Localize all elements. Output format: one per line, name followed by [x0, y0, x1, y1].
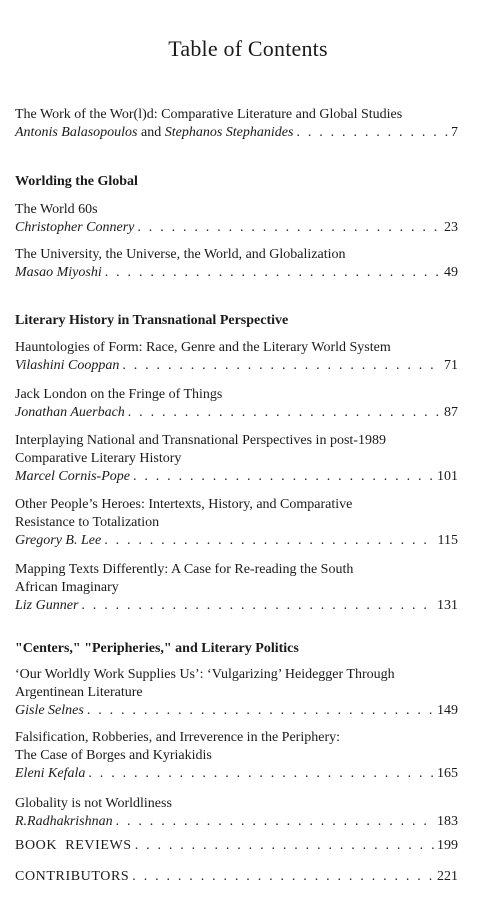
page-number: 183 — [437, 814, 458, 829]
dot-leader — [87, 702, 434, 720]
entry-author: Liz Gunner — [15, 598, 79, 613]
entry-title-continued: Comparative Literary History — [15, 451, 182, 466]
section-heading: Literary History in Transnational Perspective — [15, 313, 289, 328]
entry-author: Gisle Selnes — [15, 703, 84, 718]
entry-author: Antonis Balasopoulos — [15, 125, 138, 140]
entry-title: Hauntologies of Form: Race, Genre and the Literary World System — [15, 340, 391, 355]
entry-author: Gregory B. Lee — [15, 533, 102, 548]
page-number: 149 — [437, 703, 458, 718]
entry-author: Masao Miyoshi — [15, 265, 102, 280]
author-line — [15, 357, 458, 375]
toc-entry-contributors — [15, 868, 458, 886]
dot-leader — [132, 868, 434, 886]
dot-leader — [122, 357, 441, 375]
entry-title-continued: The Case of Borges and Kyriakidis — [15, 748, 212, 763]
author-line — [15, 124, 458, 142]
dot-leader — [133, 468, 434, 486]
entry-title: Jack London on the Fringe of Things — [15, 387, 223, 402]
dot-leader — [135, 837, 434, 855]
page-number: 49 — [444, 265, 458, 280]
entry-title: The World 60s — [15, 202, 98, 217]
dot-leader — [296, 124, 448, 142]
dot-leader — [116, 813, 434, 831]
page-number: 165 — [437, 766, 458, 781]
author-line — [15, 532, 458, 550]
page-number: 23 — [444, 220, 458, 235]
entry-author: Marcel Cornis-Pope — [15, 469, 130, 484]
page-number: 7 — [451, 125, 458, 140]
entry-author: Christopher Connery — [15, 220, 135, 235]
author-line — [15, 264, 458, 282]
author-line — [15, 219, 458, 237]
entry-title: The University, the Universe, the World, and Globalization — [15, 247, 346, 262]
entry-author: Eleni Kefala — [15, 766, 86, 781]
toc-entry — [15, 496, 458, 550]
book-reviews-line — [15, 837, 458, 855]
author-line — [15, 702, 458, 720]
toc-entry — [15, 386, 458, 422]
toc-entry — [15, 246, 458, 282]
page-number: 115 — [437, 533, 458, 548]
entry-author: Vilashini Cooppan — [15, 358, 120, 373]
dot-leader — [88, 765, 434, 783]
dot-leader — [81, 597, 434, 615]
entry-author: R.Radhakrishnan — [15, 814, 113, 829]
author-line — [15, 765, 458, 783]
author-line — [15, 468, 458, 486]
toc-entry — [15, 666, 458, 720]
entry-title: Other People’s Heroes: Intertexts, History, and Comparative — [15, 497, 353, 512]
page-number: 199 — [437, 838, 458, 853]
entry-title: Mapping Texts Differently: A Case for Re-reading the South — [15, 562, 354, 577]
toc-entry — [15, 795, 458, 831]
author-line — [15, 813, 458, 831]
entry-label: CONTRIBUTORS — [15, 869, 130, 884]
entry-title: Interplaying National and Transnational Perspectives in post-1989 — [15, 433, 386, 448]
dot-leader — [137, 219, 441, 237]
entry-title-continued: African Imaginary — [15, 580, 119, 595]
contributors-line — [15, 868, 458, 886]
toc-entry — [15, 432, 458, 486]
dot-leader — [105, 264, 441, 282]
author-line — [15, 404, 458, 422]
entry-title: Globality is not Worldliness — [15, 796, 172, 811]
dot-leader — [104, 532, 434, 550]
section-heading: "Centers," "Peripheries," and Literary Politics — [15, 641, 299, 656]
entry-title: Falsification, Robberies, and Irreverence in the Periphery: — [15, 730, 340, 745]
entry-author: Jonathan Auerbach — [15, 405, 125, 420]
page-number: 71 — [444, 358, 458, 373]
author-line — [15, 597, 458, 615]
author-conjunction: and — [137, 125, 165, 140]
dot-leader — [128, 404, 441, 422]
toc-entry — [15, 339, 458, 375]
toc-entry — [15, 201, 458, 237]
entry-author: Stephanos Stephanides — [164, 125, 294, 140]
section-heading: Worlding the Global — [15, 174, 138, 189]
page-number: 131 — [437, 598, 458, 613]
entry-title: ‘Our Worldly Work Supplies Us’: ‘Vulgarizing’ Heidegger Through — [15, 667, 395, 682]
page-number: 221 — [437, 869, 458, 884]
toc-entry — [15, 561, 458, 615]
toc-entry-intro — [15, 106, 458, 142]
entry-title-continued: Argentinean Literature — [15, 685, 143, 700]
entry-label: BOOK REVIEWS — [15, 838, 132, 853]
page-number: 101 — [437, 469, 458, 484]
page-title: Table of Contents — [168, 36, 328, 61]
entry-title-continued: Resistance to Totalization — [15, 515, 160, 530]
page-number: 87 — [444, 405, 458, 420]
toc-entry — [15, 729, 458, 783]
entry-title: The Work of the Wor(l)d: Comparative Literature and Global Studies — [15, 107, 403, 122]
toc-entry-book-reviews — [15, 837, 458, 855]
